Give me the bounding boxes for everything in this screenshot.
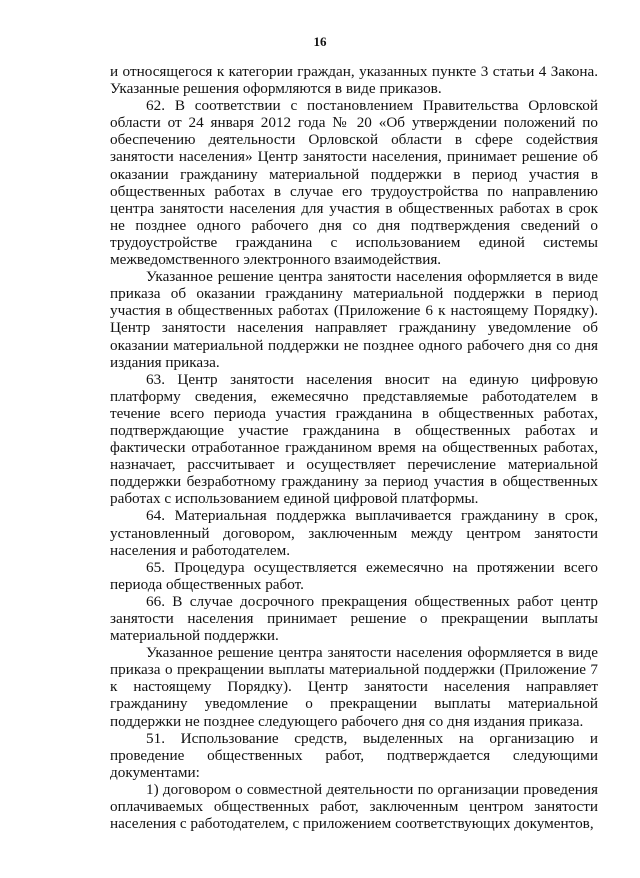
- paragraph-66: 66. В случае досрочного прекращения общественных работ центр занятости населения принимает решение о прекращении выплаты материальной поддержки.: [110, 592, 598, 645]
- paragraph-51: 51. Использование средств, выделенных на организацию и проведение общественных работ, подтверждается следующими документами:: [110, 729, 598, 781]
- paragraph-62: 62. В соответствии с постановлением Правительства Орловской области от 24 января 2012 года № 20 «Об утверждении положений по обеспечению деятельности Орловской области в сфере содействия занятости населения» Центр занятости населения, принимает решение об оказании гражданину материальной поддержки в период участия в общественных работах в случае его трудоустройства по направлению центра занятости населения для участия в общественных работах в срок не позднее одного рабочего дня со дня подтверждения сведений о трудоустройстве гражданина с использованием единой системы межведомственного электронного взаимодействия.: [110, 97, 598, 269]
- paragraph-termination-order: Указанное решение центра занятости населения оформляется в виде приказа о прекращении выплаты материальной поддержки (Приложение 7 к настоящему Порядку). Центр занятости населения направляет гражданину уведомление о прекращении выплаты материальной поддержки не позднее следующего рабочего дня со дня издания приказа.: [110, 644, 598, 730]
- paragraph-64: 64. Материальная поддержка выплачивается гражданину в срок, установленный договором, заключенным между центром занятости населения и работодателем.: [110, 507, 598, 559]
- list-item-1: 1) договором о совместной деятельности по организации проведения оплачиваемых общественных работ, заключенным центром занятости населения с работодателем, с приложением соответствующих документов,: [110, 780, 598, 833]
- paragraph-decision-order: Указанное решение центра занятости населения оформляется в виде приказа об оказании гражданину материальной поддержки в период участия в общественных работах (Приложение 6 к настоящему Порядку). Центр занятости населения направляет гражданину уведомление об оказании материальной поддержки не позднее одного рабочего дня со дня издания приказа.: [110, 268, 598, 371]
- paragraph-65: 65. Процедура осуществляется ежемесячно на протяжении всего периода общественных работ.: [110, 558, 598, 593]
- paragraph-63: 63. Центр занятости населения вносит на единую цифровую платформу сведения, ежемесячно представляемые работодателем в течение всего периода участия гражданина в общественных работах, подтверждающие участие гражданина в общественных работах и фактически отработанное гражданином время на общественных работах, назначает, рассчитывает и осуществляет перечисление материальной поддержки безработному гражданину за период участия в общественных работах с использованием единой цифровой платформы.: [110, 370, 598, 508]
- document-body: [110, 63, 598, 832]
- paragraph-continuation: и относящегося к категории граждан, указанных пункте 3 статьи 4 Закона. Указанные решения оформляются в виде приказов.: [110, 63, 598, 98]
- page-number: 16: [313, 34, 327, 49]
